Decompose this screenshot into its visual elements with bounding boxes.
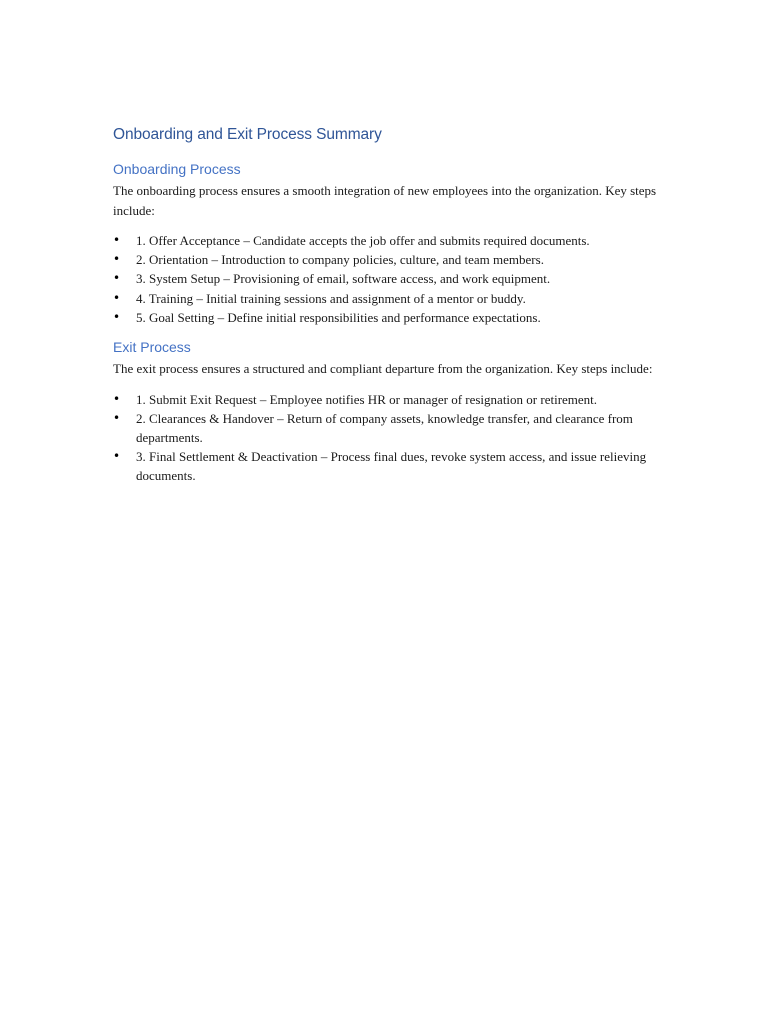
step-text: 3. System Setup – Provisioning of email, software access, and work equipment. (136, 271, 551, 287)
step-text: 3. Final Settlement & Deactivation – Process final dues, revoke system access, and issue relieving documents. (136, 449, 647, 484)
step-text: 2. Clearances & Handover – Return of company assets, knowledge transfer, and clearance from departments. (136, 410, 633, 445)
step-text: 4. Training – Initial training sessions and assignment of a mentor or buddy. (136, 290, 526, 306)
list-item (113, 231, 658, 250)
section-heading-exit: Exit Process (113, 339, 191, 356)
exit-steps-list (113, 390, 658, 486)
bullet-icon: • (113, 449, 121, 464)
step-text: 1. Offer Acceptance – Candidate accepts the job offer and submits required documents. (136, 233, 590, 248)
section-heading-onboarding: Onboarding Process (113, 161, 241, 177)
bullet-icon: • (113, 391, 121, 406)
list-item (113, 390, 658, 409)
list-item (113, 308, 658, 327)
list-item (113, 409, 658, 447)
list-item (113, 269, 658, 288)
bullet-icon: • (113, 233, 121, 247)
step-text: 1. Submit Exit Request – Employee notifies HR or manager of resignation or retirement. (136, 391, 598, 407)
step-text: 5. Goal Setting – Define initial responsibilities and performance expectations. (136, 309, 541, 325)
list-item (113, 447, 658, 485)
bullet-icon: • (113, 271, 121, 286)
section-intro-exit: The exit process ensures a structured and compliant departure from the organization. Key steps include: (113, 361, 653, 377)
bullet-icon: • (113, 410, 121, 425)
document-title: Onboarding and Exit Process Summary (113, 126, 382, 143)
list-item (113, 289, 658, 308)
bullet-icon: • (113, 252, 121, 267)
step-text: 2. Orientation – Introduction to company policies, culture, and team members. (136, 252, 544, 268)
onboarding-steps-list (113, 231, 658, 327)
bullet-icon: • (113, 290, 121, 305)
document-body (113, 124, 658, 486)
bullet-icon: • (113, 309, 121, 324)
section-intro-onboarding: The onboarding process ensures a smooth integration of new employees into the organization. Key steps include: (113, 183, 657, 218)
list-item (113, 250, 658, 269)
